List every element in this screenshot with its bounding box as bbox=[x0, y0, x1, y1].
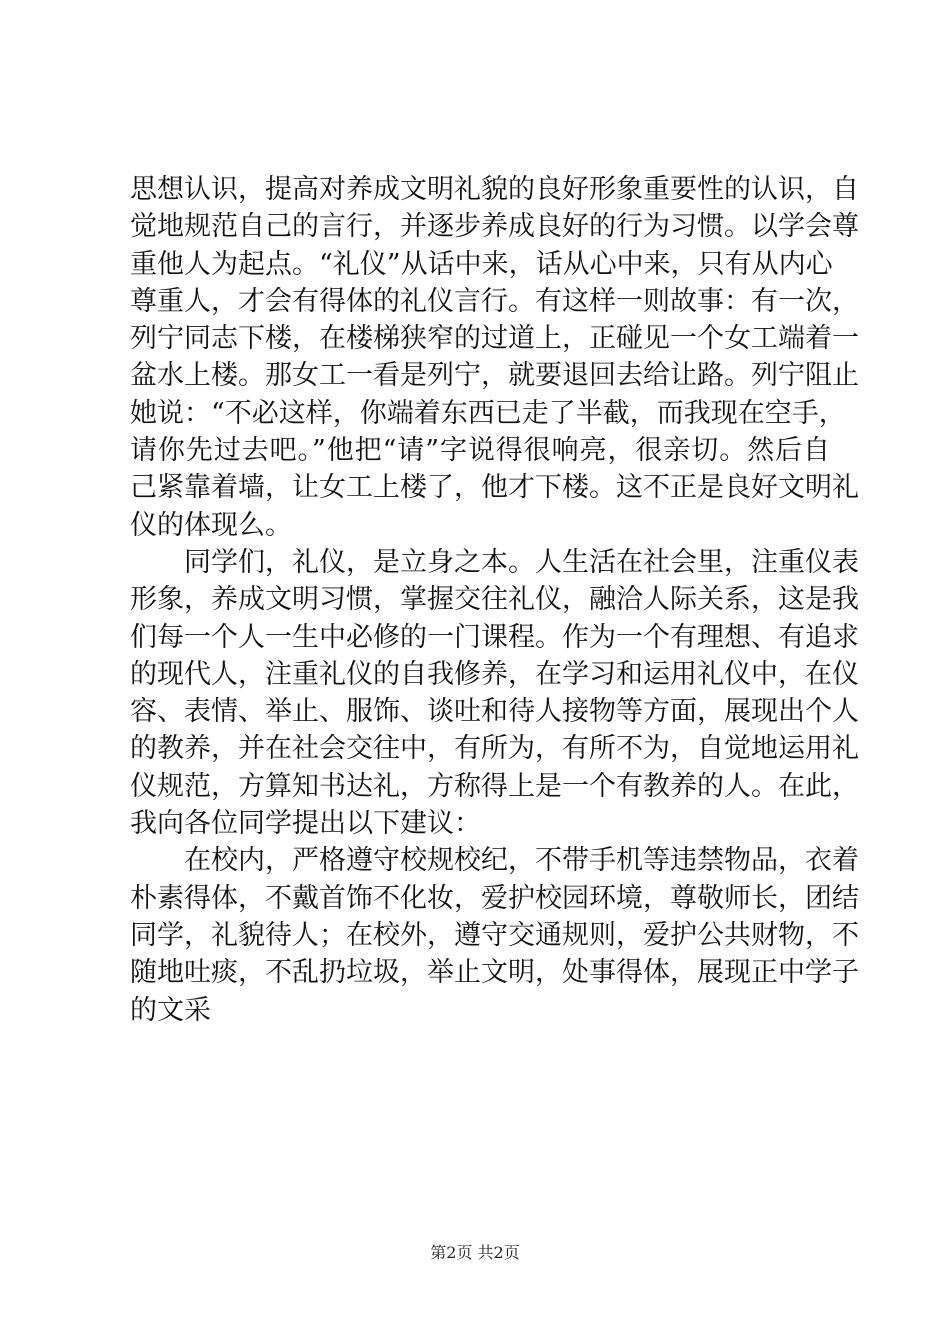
text-line: 容、表情、举止、服饰、谈吐和待人接物等方面，展现出个人 bbox=[130, 696, 859, 728]
text-line: 形象，养成文明习惯，掌握交往礼仪，融洽人际关系，这是我 bbox=[130, 584, 859, 616]
text-line: 盆水上楼。那女工一看是列宁，就要退回去给让路。列宁阻止 bbox=[130, 360, 859, 392]
text-line: 请你先过去吧。”他把“请”字说得很响亮，很亲切。然后自 bbox=[130, 435, 830, 467]
text-line: 列宁同志下楼，在楼梯狭窄的过道上，正碰见一个女工端着一 bbox=[130, 323, 859, 355]
text-line: 觉地规范自己的言行，并逐步养成良好的行为习惯。以学会尊 bbox=[130, 211, 859, 243]
page-number-footer: 第2页 共2页 bbox=[430, 1243, 520, 1262]
text-line: 的文采 bbox=[130, 994, 211, 1026]
text-line: 的教养，并在社会交往中，有所为，有所不为，自觉地运用礼 bbox=[130, 733, 859, 765]
paragraph-first-line: 同学们，礼仪，是立身之本。人生活在社会里，注重仪表 bbox=[184, 546, 859, 578]
text-line: 朴素得体，不戴首饰不化妆，爱护校园环境，尊敬师长，团结 bbox=[130, 882, 859, 914]
text-line: 思想认识，提高对养成文明礼貌的良好形象重要性的认识，自 bbox=[130, 174, 859, 205]
text-line: 她说：“不必这样，你端着东西已走了半截，而我现在空手， bbox=[130, 397, 846, 429]
text-line: 尊重人，才会有得体的礼仪言行。有这样一则故事：有一次， bbox=[130, 285, 859, 317]
text-line: 的现代人，注重礼仪的自我修养，在学习和运用礼仪中，在仪 bbox=[130, 658, 859, 690]
body-text bbox=[130, 171, 859, 1029]
text-line: 我向各位同学提出以下建议： bbox=[130, 808, 481, 840]
text-line: 仪规范，方算知书达礼，方称得上是一个有教养的人。在此， bbox=[130, 770, 859, 802]
text-line: 们每一个人一生中必修的一门课程。作为一个有理想、有追求 bbox=[130, 621, 859, 653]
text-line: 己紧靠着墙，让女工上楼了，他才下楼。这不正是良好文明礼 bbox=[130, 472, 859, 504]
text-line: 同学，礼貌待人；在校外，遵守交通规则，爱护公共财物，不 bbox=[130, 919, 859, 951]
text-line: 重他人为起点。“礼仪”从话中来，话从心中来，只有从内心 bbox=[130, 248, 833, 280]
paragraph-first-line: 在校内，严格遵守校规校纪，不带手机等违禁物品，衣着 bbox=[184, 845, 859, 877]
text-line: 随地吐痰，不乱扔垃圾，举止文明，处事得体，展现正中学子 bbox=[130, 957, 859, 989]
text-line: 仪的体现么。 bbox=[130, 509, 292, 541]
